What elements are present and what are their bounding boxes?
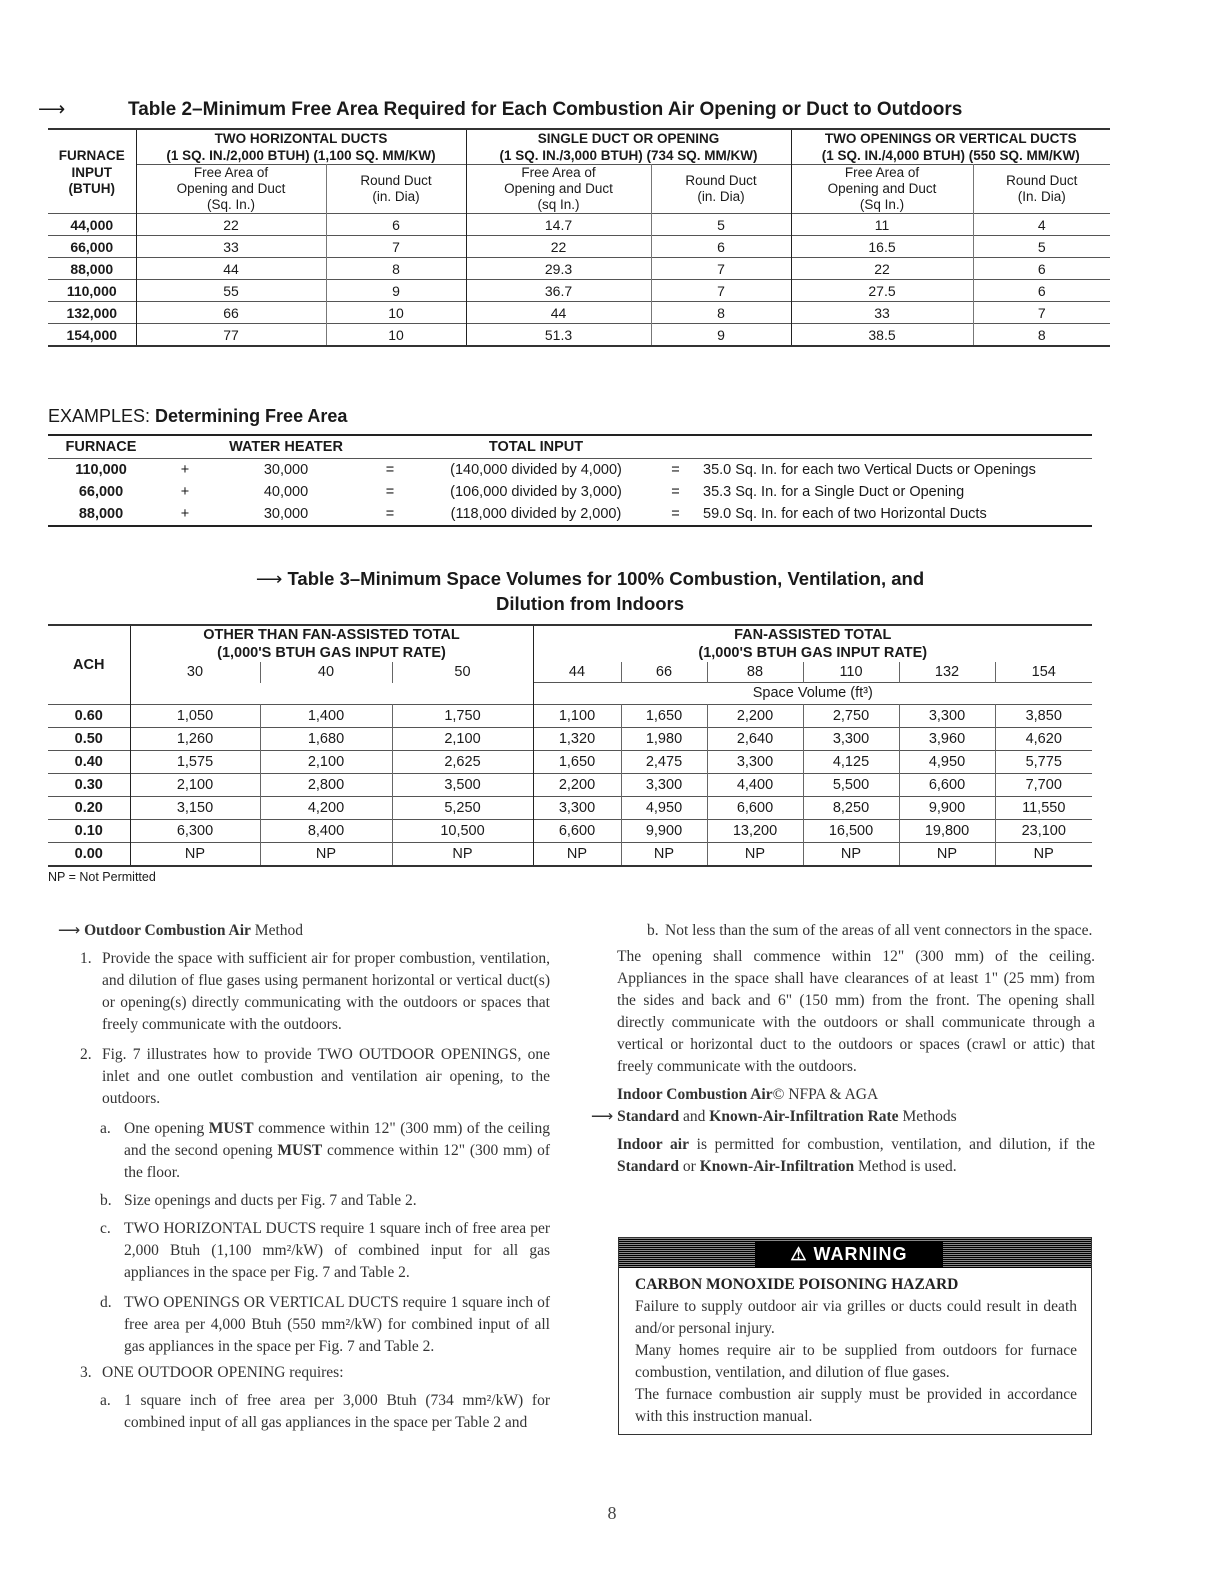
table-cell: 11 <box>791 214 973 236</box>
table-cell: NP <box>995 843 1092 867</box>
table-cell: 2,200 <box>707 705 803 728</box>
example-row <box>48 481 1092 503</box>
table-cell: 19,800 <box>899 820 995 843</box>
table-cell: 11,550 <box>995 797 1092 820</box>
table-cell: 22 <box>791 258 973 280</box>
table-cell: 1,400 <box>260 705 392 728</box>
rate-header: 110 <box>803 662 899 683</box>
table-cell: 8,250 <box>803 797 899 820</box>
table-cell: 7 <box>973 302 1110 324</box>
subheader: Free Area of Opening and Duct (Sq. In.) <box>136 165 326 214</box>
table-cell: 7,700 <box>995 774 1092 797</box>
table-cell: 8 <box>973 324 1110 347</box>
table-cell: 1,680 <box>260 728 392 751</box>
list-item: c. TWO HORIZONTAL DUCTS require 1 square inch of free area per 2,000 Btuh (1,100 mm²/kW) of combined input for all gas appliances in the space per Fig. 7 and Table 2. <box>100 1220 550 1281</box>
table-cell: 10 <box>326 324 466 347</box>
table-cell: NP <box>803 843 899 867</box>
table-cell: 5 <box>973 236 1110 258</box>
table-cell: 0.60 <box>48 705 130 728</box>
table-cell: 6,300 <box>130 820 260 843</box>
example-cell: 59.0 Sq. In. for each of two Horizontal Ducts <box>703 506 987 522</box>
table-cell: 51.3 <box>466 324 651 347</box>
table-cell: 38.5 <box>791 324 973 347</box>
table-cell: 44 <box>136 258 326 280</box>
example-cell: 40,000 <box>263 484 309 500</box>
table-cell: 33 <box>791 302 973 324</box>
table-cell: 2,750 <box>803 705 899 728</box>
table-cell: 77 <box>136 324 326 347</box>
example-cell: 30,000 <box>263 462 309 478</box>
table-row <box>48 820 1092 843</box>
warning-banner <box>619 1238 1091 1268</box>
revision-arrow-icon: ⟶ <box>255 568 283 589</box>
table-cell: 16.5 <box>791 236 973 258</box>
list-item: a. One opening MUST commence within 12" (300 mm) of the ceiling and the second opening MUST commence within 12" (300 mm) of the floor. <box>100 1120 550 1181</box>
examples-header-furnace: FURNACE <box>48 435 154 459</box>
example-cell: (106,000 divided by 3,000) <box>450 484 622 500</box>
input-header: INPUT (BTUH) <box>48 165 136 214</box>
examples-table <box>48 434 1092 527</box>
table-cell: 16,500 <box>803 820 899 843</box>
table-cell: 3,300 <box>533 797 621 820</box>
table-cell: 6 <box>651 236 791 258</box>
np-note: NP = Not Permitted <box>48 870 156 884</box>
outdoor-heading: ⟶ Outdoor Combustion Air Method <box>58 922 304 939</box>
table-cell: 4,620 <box>995 728 1092 751</box>
table-cell: 8 <box>326 258 466 280</box>
table-cell: 4 <box>973 214 1110 236</box>
example-cell: 35.0 Sq. In. for each two Vertical Ducts or Openings <box>703 462 1036 478</box>
table-cell: 9,900 <box>621 820 707 843</box>
table-cell: 8 <box>651 302 791 324</box>
subheader: Round Duct (in. Dia) <box>651 165 791 214</box>
table-cell: 36.7 <box>466 280 651 302</box>
example-cell: + <box>180 484 190 500</box>
list-item: 1. Provide the space with sufficient air for proper combustion, ventilation, and dilution of flue gases using permanent horizontal or vertical duct(s) or opening(s) directly communicating with the outdoors or spaces that freely communicate with the outdoors. <box>80 950 550 1033</box>
subheader: Round Duct (In. Dia) <box>973 165 1110 214</box>
table-cell: 2,200 <box>533 774 621 797</box>
group-header: FAN-ASSISTED TOTAL (1,000'S BTUH GAS INPUT RATE) <box>698 627 928 661</box>
table-cell: 10,500 <box>392 820 533 843</box>
table-row <box>48 751 1092 774</box>
table-cell: 6 <box>973 258 1110 280</box>
table-row <box>48 236 1110 258</box>
example-cell: = <box>671 462 680 478</box>
warning-label: ⚠ WARNING <box>755 1241 943 1268</box>
subheader: Free Area of Opening and Duct (sq In.) <box>466 165 651 214</box>
example-row <box>48 503 1092 526</box>
table-row <box>48 774 1092 797</box>
table-row <box>48 214 1110 236</box>
table-cell: 3,300 <box>803 728 899 751</box>
example-cell: = <box>671 506 680 522</box>
warning-body <box>635 1274 1077 1428</box>
table-cell: 22 <box>466 236 651 258</box>
table-cell: 5,775 <box>995 751 1092 774</box>
table2-title-text: Table 2–Minimum Free Area Required for Each Combustion Air Opening or Duct to Outdoors <box>128 99 963 120</box>
table-cell: 2,800 <box>260 774 392 797</box>
example-cell: = <box>671 484 680 500</box>
table-cell: 2,475 <box>621 751 707 774</box>
subheader: Free Area of Opening and Duct (Sq In.) <box>791 165 973 214</box>
list-item: 3. ONE OUTDOOR OPENING requires: <box>80 1364 344 1381</box>
table-cell: 2,100 <box>392 728 533 751</box>
warning-title: CARBON MONOXIDE POISONING HAZARD <box>635 1276 959 1293</box>
table-row <box>48 728 1092 751</box>
table-cell: 13,200 <box>707 820 803 843</box>
table-cell: 3,960 <box>899 728 995 751</box>
table-cell: 7 <box>651 258 791 280</box>
table-row <box>48 324 1110 347</box>
table-cell: 4,125 <box>803 751 899 774</box>
group-header: TWO OPENINGS OR VERTICAL DUCTS (1 SQ. IN./4,000 BTUH) (550 SQ. MM/KW) <box>821 131 1080 163</box>
examples-title: EXAMPLES: Determining Free Area <box>48 406 348 426</box>
rate-header: 40 <box>260 662 392 683</box>
example-cell: 30,000 <box>263 506 309 522</box>
example-cell: 110,000 <box>75 462 127 478</box>
table-cell: 1,650 <box>621 705 707 728</box>
example-cell: = <box>385 462 395 478</box>
table-cell: 0.40 <box>48 751 130 774</box>
table-cell: 2,640 <box>707 728 803 751</box>
table2 <box>48 128 1110 347</box>
example-cell: = <box>385 506 395 522</box>
example-cell: + <box>180 462 190 478</box>
table-cell: 3,300 <box>707 751 803 774</box>
table-cell: 2,100 <box>260 751 392 774</box>
table-cell: 3,150 <box>130 797 260 820</box>
table3-title: ⟶ Table 3–Minimum Space Volumes for 100% Combustion, Ventilation, and Dilution from Indoors <box>255 568 925 614</box>
table-cell: NP <box>130 843 260 867</box>
table-cell: 2,625 <box>392 751 533 774</box>
example-cell: 66,000 <box>78 484 124 500</box>
page-number: 8 <box>607 1503 617 1523</box>
revision-arrow-icon: ⟶ <box>38 99 66 120</box>
indoor-air-paragraph: Indoor air is permitted for combustion, ventilation, and dilution, if the Standard or Known-Air-Infiltration Method is used. <box>617 1136 1095 1175</box>
table3 <box>48 624 1092 867</box>
indoor-heading: Indoor Combustion Air© NFPA & AGA <box>617 1086 879 1103</box>
table-cell: 6,600 <box>899 774 995 797</box>
table-cell: 3,300 <box>899 705 995 728</box>
table-cell: 0.50 <box>48 728 130 751</box>
rate-header: 66 <box>621 662 707 683</box>
table-cell: 132,000 <box>48 302 136 324</box>
table-cell: 3,500 <box>392 774 533 797</box>
example-cell: 88,000 <box>78 506 124 522</box>
table-cell: 7 <box>326 236 466 258</box>
table-row <box>48 843 1092 867</box>
table-cell: 1,100 <box>533 705 621 728</box>
table-cell: 4,400 <box>707 774 803 797</box>
table-cell: 9 <box>326 280 466 302</box>
table-cell: 22 <box>136 214 326 236</box>
table-cell: 1,320 <box>533 728 621 751</box>
table-cell: 1,050 <box>130 705 260 728</box>
rate-header: 88 <box>707 662 803 683</box>
table-cell: 14.7 <box>466 214 651 236</box>
table2-title <box>38 98 1113 121</box>
ach-header: ACH <box>48 625 130 705</box>
group-header: SINGLE DUCT OR OPENING (1 SQ. IN./3,000 BTUH) (734 SQ. MM/KW) <box>466 129 791 165</box>
table-cell: 1,650 <box>533 751 621 774</box>
table-cell: 7 <box>651 280 791 302</box>
table-cell: NP <box>392 843 533 867</box>
table-cell: 110,000 <box>48 280 136 302</box>
table-cell: 4,950 <box>899 751 995 774</box>
table-cell: 27.5 <box>791 280 973 302</box>
table-cell: 2,100 <box>130 774 260 797</box>
table-cell: 0.00 <box>48 843 130 867</box>
table-cell: 1,750 <box>392 705 533 728</box>
table-cell: 66,000 <box>48 236 136 258</box>
table-cell: 3,850 <box>995 705 1092 728</box>
warning-line: The furnace combustion air supply must be provided in accordance with this instruction manual. <box>635 1386 1077 1425</box>
left-column <box>58 920 550 1434</box>
table-cell: 1,260 <box>130 728 260 751</box>
table-cell: 0.30 <box>48 774 130 797</box>
table-cell: 8,400 <box>260 820 392 843</box>
table-row <box>48 705 1092 728</box>
table-cell: 9,900 <box>899 797 995 820</box>
table-cell: NP <box>707 843 803 867</box>
table-cell: 33 <box>136 236 326 258</box>
table-cell: 66 <box>136 302 326 324</box>
table-cell: 6,600 <box>533 820 621 843</box>
table-cell: 29.3 <box>466 258 651 280</box>
rate-header: 50 <box>392 662 533 683</box>
opening-paragraph: The opening shall commence within 12" (300 mm) of the ceiling. Appliances in the space shall have clearances of at least 1" (25 mm) from the sides and back and 6" (150 mm) from the front. The opening shall directly communicate with the outdoors or shall communicate through a vertical or horizontal duct to the outdoors or spaces (crawl or attic) that freely communicate with the outdoors. <box>617 948 1095 1075</box>
table-cell: NP <box>621 843 707 867</box>
table-row <box>48 797 1092 820</box>
table-cell: 6 <box>973 280 1110 302</box>
table-cell: 9 <box>651 324 791 347</box>
examples-header-water: WATER HEATER <box>216 435 356 459</box>
table-cell: 88,000 <box>48 258 136 280</box>
list-item: d. TWO OPENINGS OR VERTICAL DUCTS require 1 square inch of free area per 4,000 Btuh (550 mm²/kW) for combined input of all gas appliances in the space per Fig. 7 and Table 2. <box>100 1294 550 1355</box>
table-cell: 4,950 <box>621 797 707 820</box>
example-cell: = <box>385 484 395 500</box>
table-row <box>48 280 1110 302</box>
table-cell: 1,980 <box>621 728 707 751</box>
table-cell: NP <box>260 843 392 867</box>
table-cell: 4,200 <box>260 797 392 820</box>
table-cell: 154,000 <box>48 324 136 347</box>
table-cell: 5,250 <box>392 797 533 820</box>
group-header: TWO HORIZONTAL DUCTS (1 SQ. IN./2,000 BTUH) (1,100 SQ. MM/KW) <box>136 129 466 165</box>
warning-line: Failure to supply outdoor air via grilles or ducts could result in death and/or personal injury. <box>635 1298 1077 1337</box>
example-row <box>48 459 1092 482</box>
space-volume-label: Space Volume (ft³) <box>533 683 1092 705</box>
table-cell: 10 <box>326 302 466 324</box>
list-item: a. 1 square inch of free area per 3,000 Btuh (734 mm²/kW) for combined input of all gas appliances in the space per Table 2 and <box>100 1392 550 1431</box>
table-cell: 6,600 <box>707 797 803 820</box>
table-cell: 44,000 <box>48 214 136 236</box>
table-cell: 6 <box>326 214 466 236</box>
methods-heading: ⟶ Standard and Known-Air-Infiltration Rate Methods <box>591 1108 957 1125</box>
list-item: b. Not less than the sum of the areas of all vent connectors in the space. <box>647 922 1093 939</box>
right-column <box>591 920 1095 1178</box>
table-row <box>48 302 1110 324</box>
table-cell: 44 <box>466 302 651 324</box>
examples-header-total: TOTAL INPUT <box>424 435 648 459</box>
warning-line: Many homes require air to be supplied from outdoors for furnace combustion, ventilation, and dilution of flue gases. <box>635 1342 1077 1381</box>
example-cell: (140,000 divided by 4,000) <box>450 462 622 478</box>
rate-header: 44 <box>533 662 621 683</box>
list-item: 2. Fig. 7 illustrates how to provide TWO OUTDOOR OPENINGS, one inlet and one outlet combustion and ventilation air opening, to the outdoors. <box>80 1046 550 1107</box>
list-item: b. Size openings and ducts per Fig. 7 and Table 2. <box>100 1192 417 1209</box>
example-cell: 35.3 Sq. In. for a Single Duct or Opening <box>703 484 965 500</box>
table-cell: 5 <box>651 214 791 236</box>
furnace-header: FURNACE <box>48 129 136 165</box>
table-cell: 3,300 <box>621 774 707 797</box>
table-cell: 5,500 <box>803 774 899 797</box>
table-cell: 55 <box>136 280 326 302</box>
example-cell: (118,000 divided by 2,000) <box>450 506 622 522</box>
table-cell: NP <box>533 843 621 867</box>
rate-header: 132 <box>899 662 995 683</box>
table-cell: 0.20 <box>48 797 130 820</box>
table-row <box>48 258 1110 280</box>
subheader: Round Duct (in. Dia) <box>326 165 466 214</box>
table-cell: 0.10 <box>48 820 130 843</box>
table-cell: NP <box>899 843 995 867</box>
table-cell: 1,575 <box>130 751 260 774</box>
warning-box <box>618 1237 1092 1435</box>
group-header: OTHER THAN FAN-ASSISTED TOTAL (1,000'S BTUH GAS INPUT RATE) <box>130 625 533 662</box>
rate-header: 30 <box>130 662 260 683</box>
table-cell: 23,100 <box>995 820 1092 843</box>
rate-header: 154 <box>1031 664 1056 680</box>
example-cell: + <box>180 506 190 522</box>
